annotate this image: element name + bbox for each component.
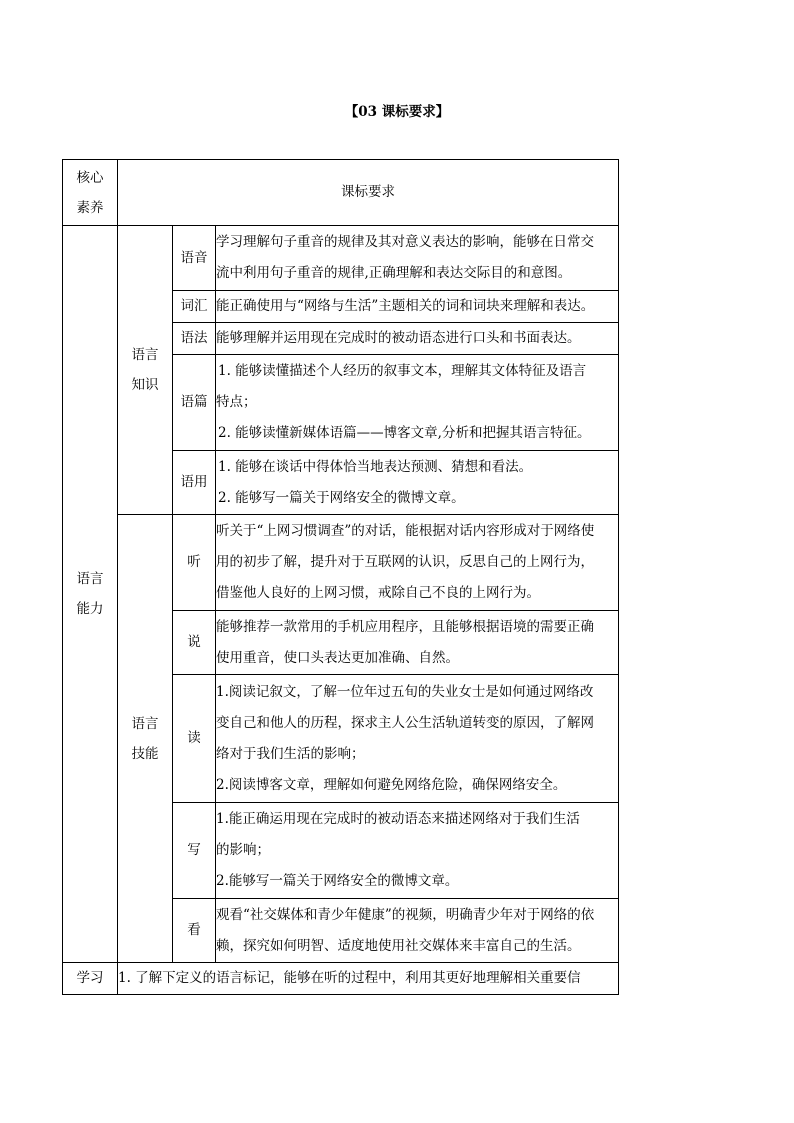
row-label-reading: 读 — [173, 675, 216, 803]
row-content-writing: 1.能正确运用现在完成时的被动语态来描述网络对于我们生活 的影响； 2.能够写一篇关于网络安全的微博文章。 — [216, 803, 619, 899]
curriculum-requirements-table — [62, 159, 619, 995]
row-content-vocabulary: 能正确使用与“网络与生活”主题相关的词和词块来理解和表达。 — [216, 291, 619, 323]
section-language-ability: 语言 能力 — [63, 226, 118, 963]
page-title: 【03 课标要求】 — [344, 104, 450, 120]
subsection-language-skills: 语言 技能 — [118, 515, 173, 963]
row-label-viewing: 看 — [173, 899, 216, 963]
row-label-pronunciation: 语音 — [173, 226, 216, 291]
row-label-discourse: 语篇 — [173, 355, 216, 451]
row-label-grammar: 语法 — [173, 323, 216, 355]
row-label-vocabulary: 词汇 — [173, 291, 216, 323]
table-header-row — [63, 160, 619, 226]
row-label-speaking: 说 — [173, 611, 216, 675]
row-content-grammar: 能够理解并运用现在完成时的被动语态进行口头和书面表达。 — [216, 323, 619, 355]
section-learning: 学习 — [63, 963, 118, 995]
header-curriculum-requirements: 课标要求 — [118, 160, 619, 226]
row-label-writing: 写 — [173, 803, 216, 899]
row-content-learning: 1. 了解下定义的语言标记，能够在听的过程中，利用其更好地理解相关重要信 — [118, 963, 619, 995]
row-label-listening: 听 — [173, 515, 216, 611]
table-row — [63, 226, 619, 291]
subsection-language-knowledge: 语言 知识 — [118, 226, 173, 515]
row-content-viewing: 观看“社交媒体和青少年健康”的视频，明确青少年对于网络的依 赖，探究如何明智、适度地使用社交媒体来丰富自己的生活。 — [216, 899, 619, 963]
row-content-discourse: 1. 能够读懂描述个人经历的叙事文本，理解其文体特征及语言 特点； 2. 能够读懂新媒体语篇——博客文章,分析和把握其语言特征。 — [216, 355, 619, 451]
row-content-pragmatics: 1. 能够在谈话中得体恰当地表达预测、猜想和看法。 2. 能够写一篇关于网络安全的微博文章。 — [216, 451, 619, 515]
table-row — [63, 963, 619, 995]
row-content-pronunciation: 学习理解句子重音的规律及其对意义表达的影响，能够在日常交 流中利用句子重音的规律,正确理解和表达交际目的和意图。 — [216, 226, 619, 291]
row-label-pragmatics: 语用 — [173, 451, 216, 515]
row-content-speaking: 能够推荐一款常用的手机应用程序，且能够根据语境的需要正确 使用重音，使口头表达更加准确、自然。 — [216, 611, 619, 675]
header-core-literacy: 核心 素养 — [63, 160, 118, 226]
row-content-reading: 1.阅读记叙文，了解一位年过五旬的失业女士是如何通过网络改 变自己和他人的历程，探求主人公生活轨道转变的原因，了解网 络对于我们生活的影响； 2.阅读博客文章，理解如何避免网络危险，确保网络安全。 — [216, 675, 619, 803]
table-row — [63, 515, 619, 611]
row-content-listening: 听关于“上网习惯调查”的对话，能根据对话内容形成对于网络使 用的初步了解，提升对于互联网的认识，反思自己的上网行为， 借鉴他人良好的上网习惯，戒除自己不良的上网行为。 — [216, 515, 619, 611]
